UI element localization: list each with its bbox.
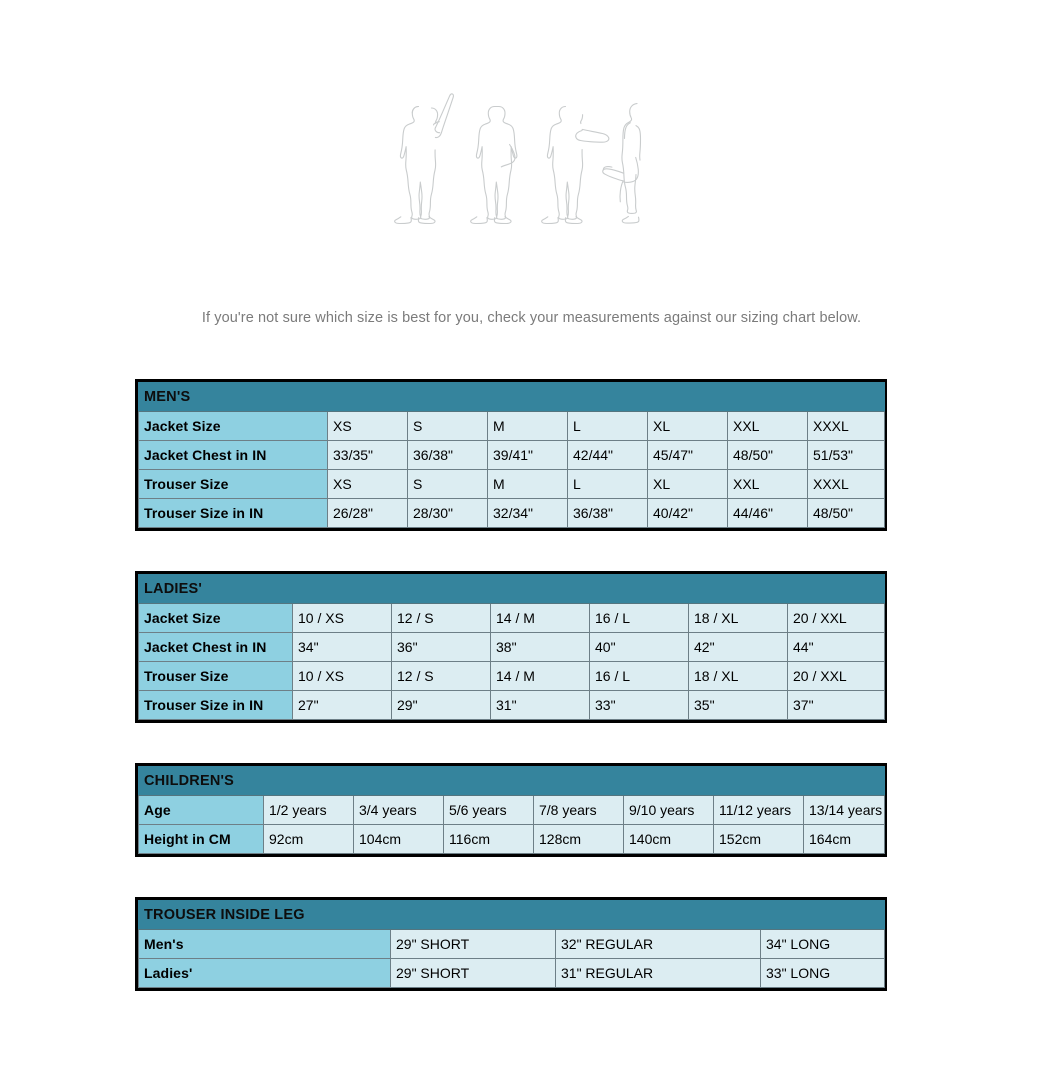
table-cell: 42/44" (568, 441, 648, 470)
table-cell: 152cm (714, 825, 804, 854)
table-cell: 18 / XL (689, 662, 788, 691)
table-row (139, 633, 885, 662)
row-label: Trouser Size (139, 470, 328, 499)
table-cell: 12 / S (392, 662, 491, 691)
table-cell: 32/34" (488, 499, 568, 528)
childrens-table-title-row (139, 767, 885, 796)
table-cell: 3/4 years (354, 796, 444, 825)
table-row (139, 825, 885, 854)
table-cell: 36/38" (408, 441, 488, 470)
row-label: Jacket Chest in IN (139, 633, 293, 662)
table-cell: XXL (728, 470, 808, 499)
table-cell: 16 / L (590, 604, 689, 633)
table-cell: 40" (590, 633, 689, 662)
row-label: Jacket Size (139, 604, 293, 633)
table-cell: 48/50" (808, 499, 885, 528)
table-cell: 36" (392, 633, 491, 662)
table-cell: 33" (590, 691, 689, 720)
table-cell: 128cm (534, 825, 624, 854)
table-cell: 31" REGULAR (556, 959, 761, 988)
mens-table-title: MEN'S (139, 383, 885, 412)
sizing-figures-illustration (0, 72, 1063, 277)
trouser-inside-leg-table-grid (138, 900, 885, 988)
table-cell: 48/50" (728, 441, 808, 470)
table-cell: 9/10 years (624, 796, 714, 825)
table-cell: 26/28" (328, 499, 408, 528)
table-cell: 33/35" (328, 441, 408, 470)
table-cell: 18 / XL (689, 604, 788, 633)
table-row (139, 691, 885, 720)
row-label: Jacket Size (139, 412, 328, 441)
table-cell: 37" (788, 691, 885, 720)
table-cell: 39/41" (488, 441, 568, 470)
figure-hand-on-hip (470, 107, 516, 224)
table-cell: 20 / XXL (788, 662, 885, 691)
table-cell: 5/6 years (444, 796, 534, 825)
table-row (139, 412, 885, 441)
table-cell: 44/46" (728, 499, 808, 528)
table-cell: 36/38" (568, 499, 648, 528)
table-cell: XS (328, 412, 408, 441)
table-cell: 164cm (804, 825, 885, 854)
table-cell: 11/12 years (714, 796, 804, 825)
table-cell: XXXL (808, 470, 885, 499)
table-cell: 44" (788, 633, 885, 662)
table-cell: XXL (728, 412, 808, 441)
childrens-size-table (135, 763, 887, 857)
table-cell: 33" LONG (761, 959, 885, 988)
table-cell: XL (648, 470, 728, 499)
childrens-table-title: CHILDREN'S (139, 767, 885, 796)
sizing-intro-text: If you're not sure which size is best for you, check your measurements against our sizing chart below. (201, 310, 862, 326)
table-cell: S (408, 470, 488, 499)
table-row (139, 662, 885, 691)
table-cell: L (568, 412, 648, 441)
table-cell: 34" (293, 633, 392, 662)
inside-leg-table-title: TROUSER INSIDE LEG (139, 901, 885, 930)
table-cell: 40/42" (648, 499, 728, 528)
ladies-table-title-row (139, 575, 885, 604)
table-cell: 14 / M (491, 662, 590, 691)
table-cell: 35" (689, 691, 788, 720)
table-cell: 27" (293, 691, 392, 720)
table-row (139, 959, 885, 988)
table-row (139, 930, 885, 959)
table-row (139, 470, 885, 499)
table-row (139, 604, 885, 633)
table-cell: 34" LONG (761, 930, 885, 959)
table-cell: 92cm (264, 825, 354, 854)
table-cell: M (488, 412, 568, 441)
human-figures-outline-icon (394, 85, 670, 277)
figure-arm-raised (394, 94, 453, 224)
table-cell: 10 / XS (293, 604, 392, 633)
table-cell: M (488, 470, 568, 499)
inside-leg-table-title-row (139, 901, 885, 930)
row-label: Age (139, 796, 264, 825)
table-cell: 29" SHORT (391, 930, 556, 959)
mens-table-title-row (139, 383, 885, 412)
table-cell: 38" (491, 633, 590, 662)
table-row (139, 796, 885, 825)
table-cell: 1/2 years (264, 796, 354, 825)
table-cell: 31" (491, 691, 590, 720)
ladies-size-table (135, 571, 887, 723)
figure-side-profile (602, 104, 640, 223)
figure-arm-extended (541, 107, 608, 224)
row-label: Ladies' (139, 959, 391, 988)
table-cell: L (568, 470, 648, 499)
table-row (139, 499, 885, 528)
childrens-size-table-grid (138, 766, 885, 854)
table-cell: 29" SHORT (391, 959, 556, 988)
table-cell: XL (648, 412, 728, 441)
table-cell: 12 / S (392, 604, 491, 633)
table-cell: 13/14 years (804, 796, 885, 825)
table-cell: 28/30" (408, 499, 488, 528)
table-cell: 29" (392, 691, 491, 720)
table-cell: 140cm (624, 825, 714, 854)
ladies-size-table-grid (138, 574, 885, 720)
table-cell: 7/8 years (534, 796, 624, 825)
mens-size-table (135, 379, 887, 531)
table-cell: S (408, 412, 488, 441)
row-label: Jacket Chest in IN (139, 441, 328, 470)
table-cell: XS (328, 470, 408, 499)
table-cell: 16 / L (590, 662, 689, 691)
table-cell: XXXL (808, 412, 885, 441)
row-label: Men's (139, 930, 391, 959)
table-cell: 116cm (444, 825, 534, 854)
table-cell: 32" REGULAR (556, 930, 761, 959)
table-cell: 42" (689, 633, 788, 662)
row-label: Trouser Size in IN (139, 499, 328, 528)
trouser-inside-leg-table (135, 897, 887, 991)
table-cell: 104cm (354, 825, 444, 854)
table-cell: 20 / XXL (788, 604, 885, 633)
table-cell: 14 / M (491, 604, 590, 633)
table-row (139, 441, 885, 470)
mens-size-table-grid (138, 382, 885, 528)
row-label: Height in CM (139, 825, 264, 854)
row-label: Trouser Size (139, 662, 293, 691)
table-cell: 10 / XS (293, 662, 392, 691)
table-cell: 51/53" (808, 441, 885, 470)
ladies-table-title: LADIES' (139, 575, 885, 604)
table-cell: 45/47" (648, 441, 728, 470)
row-label: Trouser Size in IN (139, 691, 293, 720)
